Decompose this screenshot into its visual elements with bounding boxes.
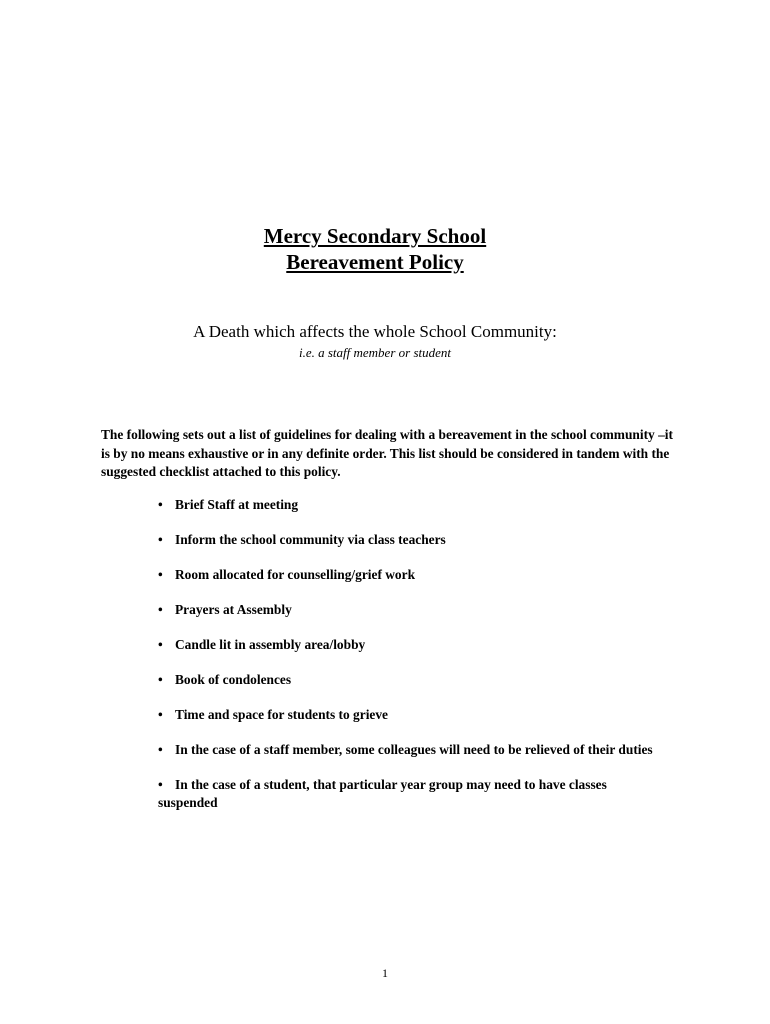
list-item [158,496,658,514]
section-subheading: i.e. a staff member or student [298,345,451,360]
bullet-icon: • [158,777,163,792]
list-item-text: In the case of a staff member, some colleagues will need to be relieved of their duties [175,742,653,757]
page-number: 1 [382,966,388,980]
list-item-text: Room allocated for counselling/grief work [175,567,416,582]
list-item-text: In the case of a student, that particular year group may need to have classes suspended [158,777,607,810]
list-item [158,741,658,759]
bullet-icon: • [158,567,163,582]
list-item [158,671,658,689]
list-item-text: Candle lit in assembly area/lobby [175,637,366,652]
bullet-icon: • [158,707,163,722]
list-item-text: Inform the school community via class teachers [175,532,446,547]
list-item [158,776,658,812]
list-item [158,706,658,724]
document-title-line1: Mercy Secondary School [263,224,487,248]
list-item-text: Prayers at Assembly [175,602,292,617]
list-item-text: Brief Staff at meeting [175,497,299,512]
guidelines-list [158,496,658,829]
bullet-icon: • [158,742,163,757]
list-item [158,601,658,619]
list-item [158,566,658,584]
list-item [158,531,658,549]
bullet-icon: • [158,672,163,687]
list-item-text: Book of condolences [175,672,292,687]
document-title-line2: Bereavement Policy [286,250,464,274]
list-item-text: Time and space for students to grieve [175,707,389,722]
list-item [158,636,658,654]
intro-paragraph: The following sets out a list of guidelines for dealing with a bereavement in the school community –it is by no means exhaustive or in any definite order. This list should be considered in tandem with the suggested checklist attached to this policy. [101,427,673,479]
section-heading: A Death which affects the whole School Community: [193,322,557,341]
bullet-icon: • [158,532,163,547]
bullet-icon: • [158,637,163,652]
bullet-icon: • [158,497,163,512]
bullet-icon: • [158,602,163,617]
